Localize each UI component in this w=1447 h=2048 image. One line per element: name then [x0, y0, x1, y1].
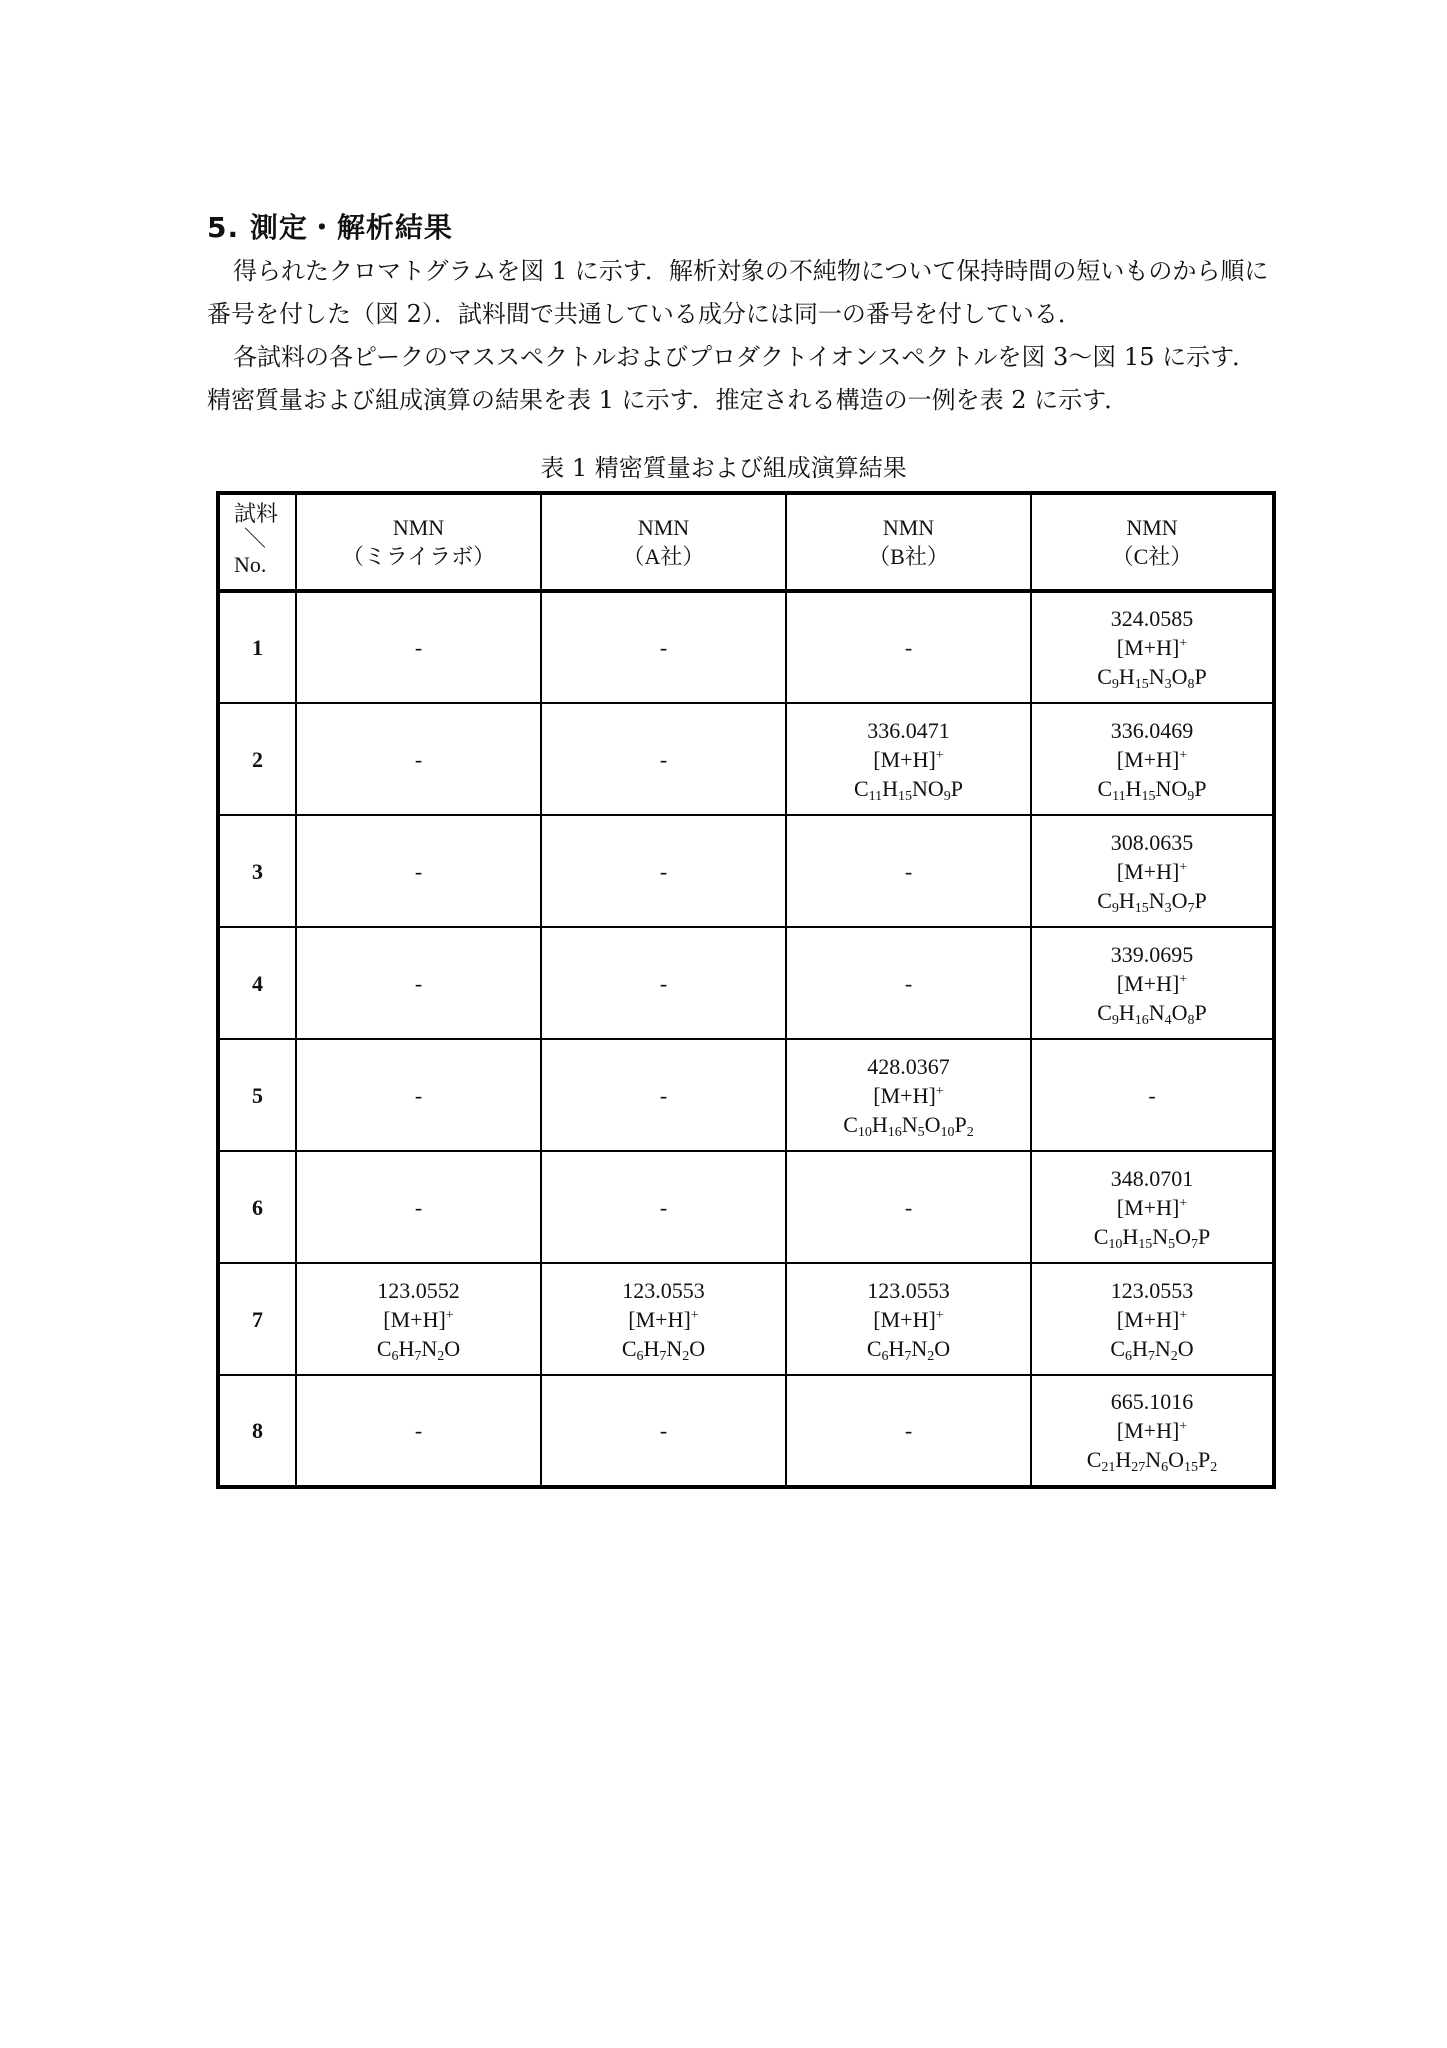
adduct-charge: + [1179, 1419, 1188, 1434]
element-count: 4 [1164, 1012, 1172, 1028]
molecular-formula [1032, 1334, 1272, 1363]
element-symbol: O [444, 1335, 461, 1361]
element-symbol: N [911, 1335, 928, 1361]
table-row [218, 815, 1274, 927]
column-header-line2: （A社） [622, 544, 705, 569]
result-cell [541, 1375, 786, 1487]
column-header-company-a [541, 493, 786, 591]
element-symbol: C [376, 1335, 392, 1361]
result-cell [786, 703, 1031, 815]
element-symbol: H [888, 1335, 905, 1361]
molecular-formula [787, 1110, 1030, 1139]
no-result-dash: - [414, 858, 423, 884]
element-symbol: P [954, 1111, 967, 1137]
no-result-dash: - [659, 970, 668, 996]
element-symbol: H [1118, 664, 1135, 689]
element-count: 6 [1125, 1348, 1132, 1364]
row-number: 5 [218, 1039, 296, 1151]
element-count: 7 [659, 1348, 667, 1364]
no-result-dash: - [414, 1418, 423, 1443]
row-number: 1 [252, 635, 263, 660]
element-symbol: O [1171, 999, 1188, 1025]
element-count: 2 [1210, 1460, 1218, 1475]
element-count: 5 [1168, 1236, 1176, 1252]
result-cell [541, 927, 786, 1039]
element-count: 7 [1187, 900, 1195, 916]
element-symbol: N [1152, 1223, 1169, 1249]
column-header-line2: （ミライラボ） [341, 544, 496, 569]
no-result-dash: - [904, 1418, 913, 1443]
element-symbol: H [643, 1335, 660, 1361]
element-symbol: P [1194, 775, 1207, 801]
no-result-dash: - [659, 858, 668, 884]
adduct-ion [1032, 1193, 1272, 1222]
exact-mass: 324.0585 [1110, 606, 1194, 631]
adduct-ion [1032, 1305, 1272, 1334]
exact-mass: 308.0635 [1110, 829, 1194, 855]
element-symbol: O [927, 775, 944, 801]
table-row [218, 1263, 1274, 1375]
adduct-ion [1032, 745, 1272, 774]
element-symbol: C [853, 775, 869, 801]
table-row [218, 1151, 1274, 1263]
result-cell [1031, 1375, 1274, 1487]
element-symbol: N [666, 1335, 683, 1361]
paragraph-2-text: 各試料の各ピークのマススペクトルおよびプロダクトイオンスペクトルを図 3～図 15 に示す．精密質量および組成演算の結果を表 1 に示す．推定される構造の一例を表 2 に示す． [207, 343, 1257, 414]
element-count: 9 [943, 788, 951, 804]
result-cell [1031, 703, 1274, 815]
adduct-label: [M+H] [1116, 1306, 1180, 1332]
adduct-label: [M+H] [1116, 635, 1180, 660]
element-count: 3 [1164, 900, 1172, 916]
result-cell [541, 815, 786, 927]
result-cell [296, 1151, 541, 1263]
result-cell [296, 927, 541, 1039]
molecular-formula [1032, 886, 1272, 915]
element-count: 15 [1141, 788, 1156, 804]
element-count: 2 [682, 1348, 690, 1364]
exact-mass: 339.0695 [1110, 941, 1194, 967]
element-count: 6 [391, 1348, 399, 1364]
column-header-mirailab [296, 493, 541, 591]
corner-slash: ＼ [244, 526, 267, 551]
exact-mass: 348.0701 [1110, 1165, 1194, 1191]
exact-mass: 336.0469 [1110, 717, 1194, 743]
no-result-dash: - [659, 1418, 668, 1443]
result-cell [1031, 591, 1274, 703]
element-symbol: N [1148, 999, 1165, 1025]
adduct-ion [1032, 633, 1272, 662]
adduct-ion [297, 1305, 540, 1334]
element-count: 21 [1101, 1460, 1116, 1475]
element-count: 8 [1187, 677, 1195, 692]
element-count: 16 [1134, 1012, 1149, 1028]
adduct-charge: + [445, 1307, 454, 1323]
result-cell [296, 591, 541, 703]
element-count: 15 [1184, 1460, 1199, 1475]
adduct-ion [542, 1305, 785, 1334]
element-count: 9 [1111, 900, 1119, 916]
element-count: 15 [898, 788, 913, 804]
element-symbol: O [924, 1111, 941, 1137]
element-symbol: N [1148, 887, 1165, 913]
element-symbol: P [1194, 664, 1207, 689]
column-header-line2: （C社） [1111, 544, 1193, 569]
adduct-ion [787, 745, 1030, 774]
adduct-label: [M+H] [1116, 858, 1180, 884]
no-result-dash: - [904, 1194, 913, 1220]
molecular-formula [787, 1334, 1030, 1363]
element-count: 2 [1170, 1348, 1178, 1364]
exact-mass: 123.0553 [1110, 1277, 1194, 1303]
element-symbol: O [1177, 1335, 1194, 1361]
element-count: 9 [1111, 1012, 1119, 1028]
paragraph-1-text: 得られたクロマトグラムを図 1 に示す．解析対象の不純物について保持時間の短いものから順に番号を付した（図 2）．試料間で共通している成分には同一の番号を付している． [207, 257, 1269, 328]
result-cell [296, 1039, 541, 1151]
element-count: 7 [1147, 1348, 1155, 1364]
no-result-dash: - [659, 1082, 668, 1108]
molecular-formula [297, 1334, 540, 1363]
element-symbol: N [1145, 1447, 1162, 1472]
element-symbol: C [621, 1335, 637, 1361]
row-number: 8 [218, 1375, 296, 1487]
element-symbol: H [1115, 1447, 1132, 1472]
element-count: 6 [1161, 1460, 1169, 1475]
adduct-label: [M+H] [1116, 970, 1180, 996]
molecular-formula [1032, 998, 1272, 1027]
table-row [218, 927, 1274, 1039]
adduct-ion [787, 1305, 1030, 1334]
element-symbol: H [882, 775, 899, 801]
adduct-ion [1032, 857, 1272, 886]
element-symbol: C [1086, 1447, 1102, 1472]
adduct-charge: + [935, 1307, 944, 1323]
no-result-dash: - [414, 635, 423, 660]
exact-mass: 123.0552 [377, 1277, 460, 1303]
element-count: 27 [1131, 1460, 1146, 1475]
adduct-charge: + [1179, 1195, 1188, 1211]
molecular-formula [1032, 1445, 1272, 1474]
adduct-label: [M+H] [873, 1306, 936, 1332]
element-symbol: P [1194, 999, 1207, 1025]
result-cell [296, 1375, 541, 1487]
element-count: 6 [881, 1348, 889, 1364]
result-cell [541, 1263, 786, 1375]
no-result-dash: - [659, 1194, 668, 1220]
row-number: 6 [218, 1151, 296, 1263]
element-symbol: N [901, 1111, 918, 1137]
results-table [216, 491, 1276, 1489]
element-symbol: C [866, 1335, 882, 1361]
column-header-line1: NMN [1126, 515, 1178, 540]
adduct-label: [M+H] [383, 1306, 446, 1332]
result-cell [786, 1039, 1031, 1151]
element-count: 2 [927, 1348, 935, 1364]
paragraph-2 [207, 336, 1277, 422]
element-symbol: O [1175, 1223, 1192, 1249]
adduct-charge: + [935, 747, 944, 763]
result-cell [1031, 1151, 1274, 1263]
column-header-line1: NMN [637, 515, 690, 540]
result-cell [541, 591, 786, 703]
adduct-label: [M+H] [873, 746, 936, 772]
result-cell [786, 1375, 1031, 1487]
element-symbol: P [1198, 1447, 1211, 1472]
table-row [218, 703, 1274, 815]
result-cell [786, 1263, 1031, 1375]
result-cell [541, 703, 786, 815]
corner-sample-label: 試料 [234, 501, 279, 526]
exact-mass: 123.0553 [867, 1277, 950, 1303]
table-row [218, 591, 1274, 703]
no-result-dash: - [904, 635, 913, 660]
table-body [218, 591, 1274, 1487]
adduct-ion [1032, 969, 1272, 998]
element-count: 3 [1164, 677, 1172, 692]
molecular-formula [542, 1334, 785, 1363]
row-number: 4 [218, 927, 296, 1039]
element-count: 7 [1191, 1236, 1199, 1252]
result-cell [296, 815, 541, 927]
element-count: 9 [1111, 677, 1119, 692]
adduct-charge: + [1179, 747, 1188, 763]
element-symbol: O [689, 1335, 706, 1361]
element-symbol: N [1155, 775, 1172, 801]
element-count: 6 [636, 1348, 644, 1364]
exact-mass: 123.0553 [622, 1277, 705, 1303]
column-header-line1: NMN [392, 515, 445, 540]
row-number: 7 [218, 1263, 296, 1375]
no-result-dash: - [414, 1194, 423, 1220]
no-result-dash: - [414, 970, 423, 996]
adduct-charge: + [935, 1083, 944, 1099]
element-count: 8 [1187, 1012, 1195, 1028]
no-result-dash: - [1148, 1082, 1156, 1108]
table-caption: 表 1 精密質量および組成演算結果 [540, 454, 907, 482]
element-symbol: C [843, 1111, 858, 1137]
element-symbol: C [1110, 1335, 1125, 1361]
element-count: 7 [904, 1348, 912, 1364]
corner-cell [218, 493, 296, 591]
column-header-line2: （B社） [868, 544, 949, 569]
element-symbol: C [1097, 887, 1112, 913]
element-count: 5 [917, 1124, 925, 1140]
column-header-line1: NMN [882, 515, 935, 540]
element-symbol: C [1097, 664, 1112, 689]
table-row [218, 1039, 1274, 1151]
result-cell [1031, 1263, 1274, 1375]
result-cell [786, 815, 1031, 927]
molecular-formula [1032, 662, 1272, 691]
adduct-ion [1032, 1416, 1272, 1445]
adduct-charge: + [1179, 636, 1188, 651]
molecular-formula [1032, 774, 1272, 803]
element-symbol: P [950, 775, 964, 801]
paragraph-1 [207, 250, 1277, 336]
no-result-dash: - [659, 635, 668, 660]
element-symbol: N [1154, 1335, 1171, 1361]
element-symbol: C [1097, 999, 1112, 1025]
element-symbol: P [1198, 1223, 1211, 1249]
column-header-company-c [1031, 493, 1274, 591]
section-heading: 5. 測定・解析結果 [207, 211, 453, 244]
element-symbol: P [1194, 887, 1207, 913]
adduct-label: [M+H] [1116, 1194, 1180, 1220]
result-cell [786, 1151, 1031, 1263]
element-count: 11 [1112, 788, 1126, 804]
element-count: 15 [1134, 900, 1149, 916]
element-count: 2 [437, 1348, 445, 1364]
result-cell [786, 927, 1031, 1039]
element-symbol: O [1171, 887, 1188, 913]
result-cell [541, 1039, 786, 1151]
element-count: 15 [1134, 677, 1149, 692]
adduct-charge: + [1179, 971, 1188, 987]
row-number: 3 [218, 815, 296, 927]
element-count: 10 [1108, 1236, 1123, 1252]
element-count: 2 [966, 1124, 974, 1140]
adduct-label: [M+H] [1116, 746, 1180, 772]
result-cell [1031, 927, 1274, 1039]
element-symbol: N [912, 775, 928, 801]
element-symbol: H [1132, 1335, 1148, 1361]
adduct-charge: + [1179, 1307, 1188, 1323]
no-result-dash: - [414, 746, 423, 772]
exact-mass: 428.0367 [867, 1053, 950, 1079]
column-header-company-b [786, 493, 1031, 591]
adduct-charge: + [690, 1307, 699, 1323]
result-cell [1031, 815, 1274, 927]
result-cell [296, 703, 541, 815]
element-count: 15 [1138, 1236, 1153, 1252]
no-result-dash: - [904, 970, 913, 996]
no-result-dash: - [904, 858, 913, 884]
element-count: 7 [414, 1348, 422, 1364]
element-count: 16 [887, 1124, 902, 1140]
result-cell [541, 1151, 786, 1263]
element-symbol: H [1118, 999, 1135, 1025]
table-row [218, 1375, 1274, 1487]
adduct-ion [787, 1081, 1030, 1110]
header-row [218, 493, 1274, 591]
element-symbol: H [1125, 775, 1142, 801]
element-symbol: O [1171, 664, 1188, 689]
element-symbol: H [871, 1111, 888, 1137]
element-symbol: C [1097, 775, 1113, 801]
corner-no-label: No. [234, 552, 267, 577]
element-symbol: O [1168, 1447, 1185, 1472]
element-count: 10 [857, 1124, 872, 1140]
no-result-dash: - [414, 1082, 423, 1108]
no-result-dash: - [659, 746, 668, 772]
molecular-formula [787, 774, 1030, 803]
result-cell [786, 591, 1031, 703]
adduct-label: [M+H] [1116, 1418, 1180, 1443]
row-number: 2 [218, 703, 296, 815]
element-symbol: N [1148, 664, 1165, 689]
element-count: 10 [940, 1124, 955, 1140]
adduct-label: [M+H] [873, 1082, 936, 1108]
element-count: 9 [1187, 788, 1195, 804]
adduct-label: [M+H] [628, 1306, 691, 1332]
exact-mass: 665.1016 [1110, 1389, 1194, 1414]
element-symbol: N [421, 1335, 438, 1361]
element-symbol: O [934, 1335, 951, 1361]
element-symbol: O [1171, 775, 1188, 801]
result-cell [1031, 1039, 1274, 1151]
element-count: 11 [868, 788, 883, 804]
element-symbol: C [1093, 1223, 1109, 1249]
exact-mass: 336.0471 [867, 717, 950, 743]
adduct-charge: + [1179, 859, 1188, 875]
result-cell [296, 1263, 541, 1375]
element-symbol: H [1122, 1223, 1139, 1249]
element-symbol: H [398, 1335, 415, 1361]
molecular-formula [1032, 1222, 1272, 1251]
element-symbol: H [1118, 887, 1135, 913]
